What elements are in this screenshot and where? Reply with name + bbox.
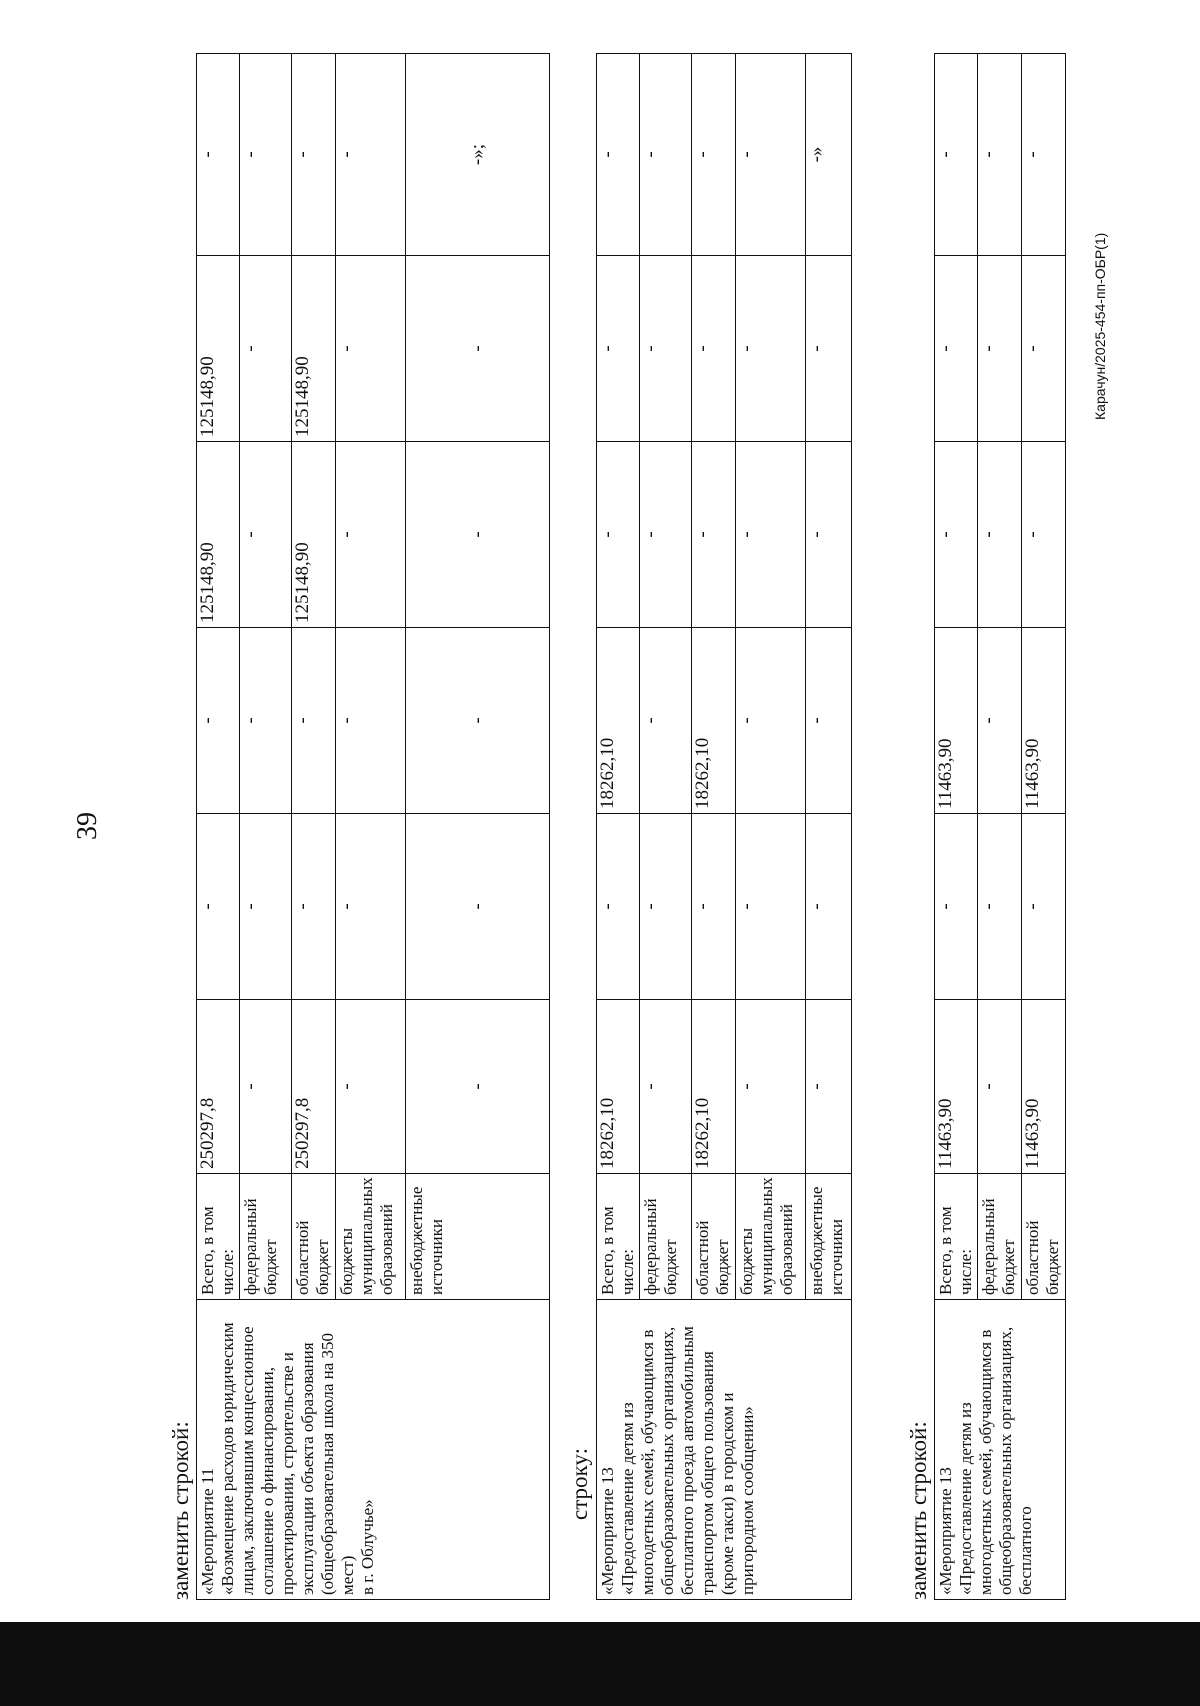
value-cell: - bbox=[597, 256, 640, 442]
measure-name: «Мероприятие 11 «Возмещение расходов юридическим лицам, заключившим концессионное соглашение о финансировании, проектировании, строительстве и эксплуатации объекта образования (общеобразовательная школа на 350 мест) в г. Облучье» bbox=[197, 1300, 550, 1600]
value-cell: - bbox=[736, 256, 806, 442]
value-cell: - bbox=[736, 628, 806, 814]
source-cell: внебюджетные источники bbox=[406, 1174, 550, 1300]
section-lead: заменить строкой: bbox=[168, 1421, 193, 1600]
value-cell: - bbox=[935, 256, 978, 442]
value-cell: - bbox=[806, 1000, 852, 1174]
value-cell: - bbox=[978, 814, 1022, 1000]
value-cell: - bbox=[978, 54, 1022, 256]
value-cell: 18262,10 bbox=[692, 1000, 736, 1174]
value-cell: - bbox=[406, 814, 550, 1000]
value-cell: - bbox=[640, 256, 692, 442]
value-cell: - bbox=[597, 814, 640, 1000]
value-cell: - bbox=[336, 628, 406, 814]
value-cell: - bbox=[197, 54, 240, 256]
value-cell: 125148,90 bbox=[292, 442, 336, 628]
value-cell: 11463,90 bbox=[935, 1000, 978, 1174]
value-cell: - bbox=[978, 256, 1022, 442]
value-cell: 250297,8 bbox=[292, 1000, 336, 1174]
value-cell: - bbox=[935, 814, 978, 1000]
value-cell: 11463,90 bbox=[1022, 1000, 1066, 1174]
value-cell: - bbox=[406, 442, 550, 628]
source-cell: областной бюджет bbox=[292, 1174, 336, 1300]
value-cell: - bbox=[736, 1000, 806, 1174]
value-cell: - bbox=[240, 1000, 292, 1174]
finance-table-3 bbox=[934, 53, 1066, 1600]
value-cell: - bbox=[336, 1000, 406, 1174]
value-cell: - bbox=[597, 54, 640, 256]
source-cell: внебюджетные источники bbox=[806, 1174, 852, 1300]
value-cell: - bbox=[736, 814, 806, 1000]
value-cell: 125148,90 bbox=[292, 256, 336, 442]
value-cell: - bbox=[406, 628, 550, 814]
value-cell: - bbox=[292, 54, 336, 256]
value-cell: - bbox=[1022, 442, 1066, 628]
source-cell: бюджеты муниципальных образований bbox=[336, 1174, 406, 1300]
source-cell: Всего, в том числе: bbox=[597, 1174, 640, 1300]
value-cell: - bbox=[692, 54, 736, 256]
footer-reference: Карачун/2025-454-пп-ОБР(1) bbox=[1092, 232, 1108, 420]
value-cell: - bbox=[978, 628, 1022, 814]
value-cell: 250297,8 bbox=[197, 1000, 240, 1174]
table-row bbox=[597, 54, 640, 1600]
value-cell: 11463,90 bbox=[935, 628, 978, 814]
value-cell: - bbox=[336, 442, 406, 628]
source-cell: областной бюджет bbox=[692, 1174, 736, 1300]
value-cell: - bbox=[640, 1000, 692, 1174]
value-cell: - bbox=[806, 814, 852, 1000]
value-cell: - bbox=[336, 256, 406, 442]
finance-table-2 bbox=[596, 53, 852, 1600]
value-cell: 125148,90 bbox=[197, 256, 240, 442]
value-cell: - bbox=[640, 442, 692, 628]
value-cell: - bbox=[292, 814, 336, 1000]
page-number: 39 bbox=[72, 812, 103, 840]
source-cell: областной бюджет bbox=[1022, 1174, 1066, 1300]
value-cell: - bbox=[197, 628, 240, 814]
value-cell: 18262,10 bbox=[597, 628, 640, 814]
value-cell: - bbox=[640, 628, 692, 814]
finance-table-1 bbox=[196, 53, 550, 1600]
value-cell: - bbox=[406, 256, 550, 442]
value-cell: - bbox=[1022, 54, 1066, 256]
value-cell: - bbox=[240, 54, 292, 256]
value-cell: - bbox=[336, 814, 406, 1000]
value-cell: - bbox=[292, 628, 336, 814]
source-cell: Всего, в том числе: bbox=[197, 1174, 240, 1300]
value-cell: - bbox=[806, 628, 852, 814]
value-cell: -»; bbox=[406, 54, 550, 256]
scan-edge bbox=[0, 1622, 1200, 1706]
source-cell: федеральный бюджет bbox=[240, 1174, 292, 1300]
value-cell: - bbox=[197, 814, 240, 1000]
value-cell: - bbox=[240, 256, 292, 442]
value-cell: - bbox=[640, 814, 692, 1000]
value-cell: - bbox=[736, 54, 806, 256]
value-cell: - bbox=[1022, 814, 1066, 1000]
value-cell: - bbox=[736, 442, 806, 628]
value-cell: - bbox=[597, 442, 640, 628]
value-cell: - bbox=[640, 54, 692, 256]
value-cell: - bbox=[692, 256, 736, 442]
value-cell: -» bbox=[806, 54, 852, 256]
table-row bbox=[935, 54, 978, 1600]
table-row bbox=[197, 54, 240, 1600]
value-cell: - bbox=[336, 54, 406, 256]
section-lead: заменить строкой: bbox=[906, 1421, 931, 1600]
value-cell: - bbox=[406, 1000, 550, 1174]
value-cell: - bbox=[978, 442, 1022, 628]
value-cell: - bbox=[935, 54, 978, 256]
value-cell: - bbox=[240, 442, 292, 628]
value-cell: 18262,10 bbox=[692, 628, 736, 814]
measure-name: «Мероприятие 13 «Предоставление детям из многодетных семей, обучающимся в общеобразовательных организациях, бесплатного проезда автомобильным транспортом общего пользования (кроме такси) в городском и пригородном сообщении» bbox=[597, 1300, 852, 1600]
source-cell: Всего, в том числе: bbox=[935, 1174, 978, 1300]
value-cell: - bbox=[806, 442, 852, 628]
value-cell: - bbox=[1022, 256, 1066, 442]
value-cell: - bbox=[240, 814, 292, 1000]
source-cell: федеральный бюджет bbox=[978, 1174, 1022, 1300]
section-lead: строку: bbox=[567, 1448, 592, 1520]
value-cell: - bbox=[692, 442, 736, 628]
value-cell: 11463,90 bbox=[1022, 628, 1066, 814]
measure-name: «Мероприятие 13 «Предоставление детям из многодетных семей, обучающимся в общеобразовательных организациях, бесплатного bbox=[935, 1300, 1066, 1600]
value-cell: 18262,10 bbox=[597, 1000, 640, 1174]
value-cell: - bbox=[978, 1000, 1022, 1174]
value-cell: - bbox=[692, 814, 736, 1000]
value-cell: - bbox=[806, 256, 852, 442]
source-cell: бюджеты муниципальных образований bbox=[736, 1174, 806, 1300]
value-cell: - bbox=[935, 442, 978, 628]
value-cell: - bbox=[240, 628, 292, 814]
source-cell: федеральный бюджет bbox=[640, 1174, 692, 1300]
value-cell: 125148,90 bbox=[197, 442, 240, 628]
